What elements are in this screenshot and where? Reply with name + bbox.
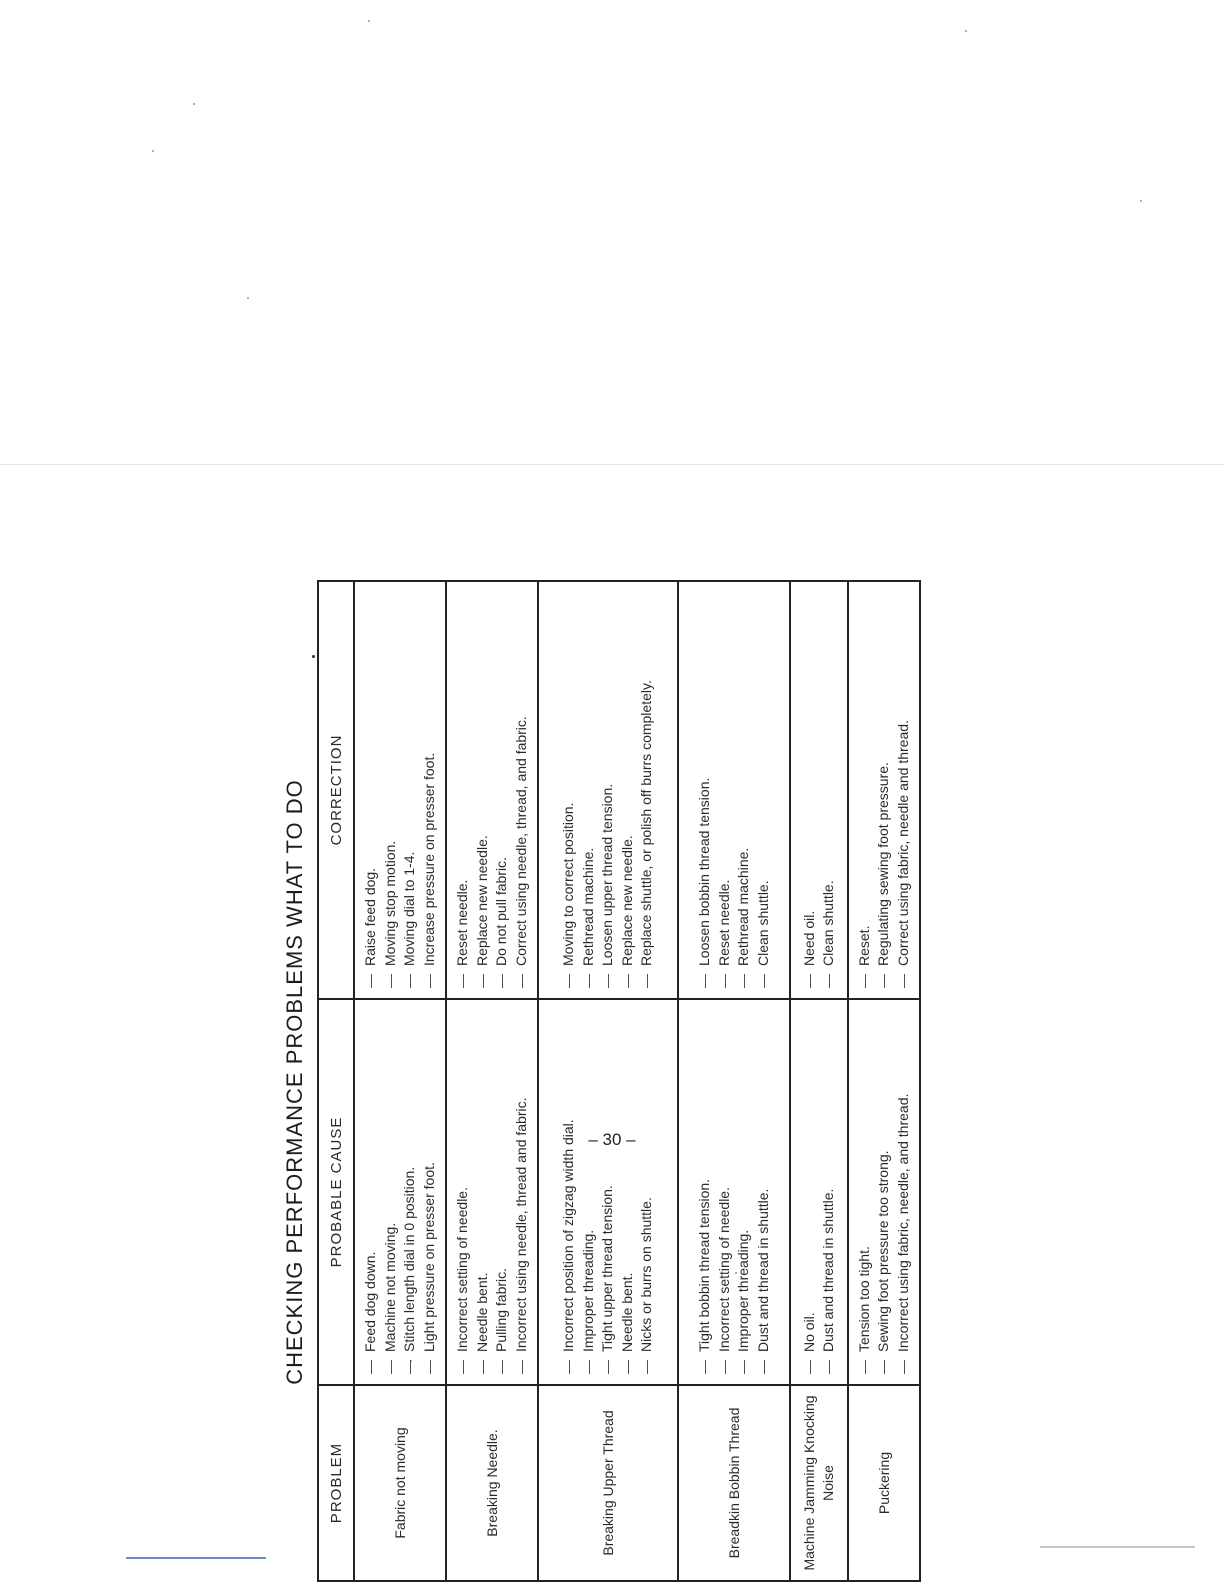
dash-bullet: — xyxy=(894,1360,911,1374)
correction-list xyxy=(361,592,439,988)
correction-cell xyxy=(678,581,790,999)
cause-item xyxy=(800,1010,820,1374)
correction-text: Do not pull fabric. xyxy=(493,857,509,966)
cause-text: Dust and thread in shuttle. xyxy=(820,1188,836,1352)
cause-item xyxy=(579,1010,599,1374)
correction-text: Increase pressure on presser foot. xyxy=(420,752,437,966)
correction-text: Correct using fabric, needle and thread. xyxy=(894,720,911,966)
table-row xyxy=(848,581,920,1581)
cause-cell xyxy=(678,999,790,1385)
dash-bullet: — xyxy=(493,1360,509,1374)
dash-bullet: — xyxy=(696,974,712,988)
table-row xyxy=(678,581,790,1581)
problem-cell: Breaking Upper Thread xyxy=(538,1385,678,1581)
cause-text: Tension too tight. xyxy=(855,1246,872,1352)
correction-item xyxy=(492,592,512,988)
correction-text: Rethread machine. xyxy=(579,847,596,966)
dash-bullet: — xyxy=(599,974,616,988)
header-correction: CORRECTION xyxy=(318,581,354,999)
cause-item xyxy=(381,1010,401,1374)
correction-text: Replace shuttle, or polish off burrs completely. xyxy=(638,680,655,966)
dash-bullet: — xyxy=(754,1360,771,1374)
problem-cell: Breaking Needle. xyxy=(446,1385,538,1581)
cause-text: Needle bent. xyxy=(618,1272,635,1352)
cause-item xyxy=(754,1010,774,1374)
cause-item xyxy=(420,1010,440,1374)
correction-text: Moving dial to 1-4. xyxy=(401,851,417,966)
table-row xyxy=(446,581,538,1581)
table-body xyxy=(354,581,920,1581)
correction-item xyxy=(361,592,381,988)
dash-bullet: — xyxy=(454,1360,470,1374)
problem-cell: Breadkin Bobbin Thread xyxy=(678,1385,790,1581)
correction-cell xyxy=(790,581,848,999)
header-probable-cause: PROBABLE CAUSE xyxy=(318,999,354,1385)
correction-item xyxy=(637,592,657,988)
cause-text: Incorrect setting of needle. xyxy=(454,1187,470,1352)
cause-item xyxy=(637,1010,657,1374)
dash-bullet: — xyxy=(381,1360,398,1374)
cause-text: Pulling fabric. xyxy=(493,1267,509,1352)
dash-bullet: — xyxy=(579,974,596,988)
dash-bullet: — xyxy=(894,974,911,988)
scan-speck xyxy=(1140,200,1142,202)
cause-list xyxy=(559,1010,657,1374)
dash-bullet: — xyxy=(754,974,771,988)
cause-text: Incorrect using fabric, needle, and thread. xyxy=(894,1093,911,1352)
correction-item xyxy=(420,592,440,988)
correction-item xyxy=(800,592,820,988)
cause-item xyxy=(874,1010,894,1374)
correction-text: Correct using needle, thread, and fabric. xyxy=(512,716,529,966)
correction-item xyxy=(598,592,618,988)
cause-text: Incorrect using needle, thread and fabric. xyxy=(512,1097,529,1352)
cause-item xyxy=(512,1010,532,1374)
dash-bullet: — xyxy=(599,1360,616,1374)
correction-text: Replace new needle. xyxy=(473,835,490,966)
dash-bullet: — xyxy=(715,974,732,988)
cause-list xyxy=(695,1010,773,1374)
correction-list xyxy=(695,592,773,988)
correction-cell xyxy=(446,581,538,999)
dash-bullet: — xyxy=(560,1360,577,1374)
dash-bullet: — xyxy=(820,974,836,988)
correction-text: Reset needle. xyxy=(454,879,470,966)
correction-text: Moving stop motion. xyxy=(381,840,398,966)
scan-edge-line xyxy=(1040,1546,1195,1548)
correction-item xyxy=(453,592,473,988)
cause-item xyxy=(598,1010,618,1374)
dash-bullet: — xyxy=(401,1360,417,1374)
cause-item xyxy=(559,1010,579,1374)
cause-text: Stitch length dial in 0 position. xyxy=(401,1166,417,1352)
cause-list xyxy=(361,1010,439,1374)
scan-speck xyxy=(965,30,967,32)
dash-bullet: — xyxy=(512,974,529,988)
dash-bullet: — xyxy=(638,974,655,988)
correction-cell xyxy=(848,581,920,999)
scan-edge-line xyxy=(126,1557,266,1559)
correction-item xyxy=(400,592,420,988)
cause-item xyxy=(715,1010,735,1374)
cause-text: Incorrect position of zigzag width dial. xyxy=(560,1119,577,1352)
dash-bullet: — xyxy=(493,974,509,988)
correction-list xyxy=(855,592,914,988)
correction-item xyxy=(855,592,875,988)
dash-bullet: — xyxy=(401,974,417,988)
dash-bullet: — xyxy=(473,974,490,988)
problem-cell: Puckering xyxy=(848,1385,920,1581)
correction-text: Loosen bobbin thread tension. xyxy=(696,777,712,966)
cause-text: Tight bobbin thread tension. xyxy=(696,1178,712,1352)
correction-list xyxy=(559,592,657,988)
dash-bullet: — xyxy=(638,1360,655,1374)
correction-text: Regulating sewing foot pressure. xyxy=(875,762,892,966)
correction-item xyxy=(734,592,754,988)
correction-text: Reset. xyxy=(855,925,872,966)
scan-speck xyxy=(247,297,249,299)
correction-text: Clean shuttle. xyxy=(754,880,771,966)
cause-item xyxy=(473,1010,493,1374)
correction-text: Need oil. xyxy=(800,910,817,966)
dash-bullet: — xyxy=(420,974,437,988)
cause-cell xyxy=(354,999,446,1385)
dash-bullet: — xyxy=(420,1360,437,1374)
cause-text: Sewing foot pressure too strong. xyxy=(875,1150,892,1352)
cause-text: Dust and thread in shuttle. xyxy=(754,1188,771,1352)
dash-bullet: — xyxy=(512,1360,529,1374)
dash-bullet: — xyxy=(735,974,751,988)
correction-item xyxy=(512,592,532,988)
cause-item xyxy=(734,1010,754,1374)
correction-text: Loosen upper thread tension. xyxy=(599,783,616,966)
cause-list xyxy=(453,1010,531,1374)
cause-text: Improper threading. xyxy=(735,1229,751,1352)
table-row xyxy=(354,581,446,1581)
correction-item xyxy=(894,592,914,988)
dash-bullet: — xyxy=(473,1360,490,1374)
problem-cell: Fabric not moving xyxy=(354,1385,446,1581)
correction-item xyxy=(381,592,401,988)
dash-bullet: — xyxy=(875,974,892,988)
dash-bullet: — xyxy=(579,1360,596,1374)
dash-bullet: — xyxy=(696,1360,712,1374)
dash-bullet: — xyxy=(381,974,398,988)
correction-item xyxy=(618,592,638,988)
cause-text: Nicks or burrs on shuttle. xyxy=(638,1197,655,1352)
correction-text: Raise feed dog. xyxy=(362,867,378,966)
cause-text: Feed dog down. xyxy=(362,1251,378,1352)
correction-item xyxy=(579,592,599,988)
correction-text: Rethread machine. xyxy=(735,847,751,966)
dash-bullet: — xyxy=(855,974,872,988)
dash-bullet: — xyxy=(735,1360,751,1374)
problem-cell: Machine Jamming Knocking Noise xyxy=(790,1385,848,1581)
cause-text: Light pressure on presser foot. xyxy=(420,1162,437,1352)
cause-item xyxy=(400,1010,420,1374)
correction-item xyxy=(695,592,715,988)
cause-cell xyxy=(446,999,538,1385)
cause-list xyxy=(800,1010,839,1374)
cause-item xyxy=(453,1010,473,1374)
cause-item xyxy=(492,1010,512,1374)
correction-cell xyxy=(538,581,678,999)
page-number: – 30 – xyxy=(588,1130,636,1149)
cause-cell xyxy=(790,999,848,1385)
cause-item xyxy=(819,1010,839,1374)
cause-text: Needle bent. xyxy=(473,1272,490,1352)
troubleshooting-table xyxy=(317,580,921,1582)
cause-text: Tight upper thread tension. xyxy=(599,1185,616,1352)
cause-item xyxy=(618,1010,638,1374)
table-row xyxy=(538,581,678,1581)
correction-item xyxy=(559,592,579,988)
dash-bullet: — xyxy=(875,1360,892,1374)
scan-line xyxy=(0,464,1224,465)
dash-bullet: — xyxy=(800,1360,817,1374)
dash-bullet: — xyxy=(855,1360,872,1374)
correction-item xyxy=(473,592,493,988)
correction-text: Clean shuttle. xyxy=(820,880,836,966)
correction-item xyxy=(874,592,894,988)
correction-item xyxy=(715,592,735,988)
dash-bullet: — xyxy=(618,974,635,988)
cause-cell xyxy=(538,999,678,1385)
dash-bullet: — xyxy=(800,974,817,988)
cause-text: Improper threading. xyxy=(579,1229,596,1352)
header-problem: PROBLEM xyxy=(318,1385,354,1581)
dash-bullet: — xyxy=(362,1360,378,1374)
correction-list xyxy=(453,592,531,988)
dash-bullet: — xyxy=(618,1360,635,1374)
cause-text: No oil. xyxy=(800,1312,817,1352)
page-title: CHECKING PERFORMANCE PROBLEMS WHAT TO DO xyxy=(282,779,307,1385)
correction-cell xyxy=(354,581,446,999)
table-header-row xyxy=(318,581,354,1581)
scan-speck xyxy=(152,150,154,152)
dash-bullet: — xyxy=(454,974,470,988)
scan-speck xyxy=(368,20,370,22)
cause-list xyxy=(855,1010,914,1374)
cause-cell xyxy=(848,999,920,1385)
correction-text: Replace new needle. xyxy=(618,835,635,966)
dash-bullet: — xyxy=(715,1360,732,1374)
correction-item xyxy=(754,592,774,988)
cause-item xyxy=(894,1010,914,1374)
cause-item xyxy=(361,1010,381,1374)
dash-bullet: — xyxy=(560,974,577,988)
correction-text: Moving to correct position. xyxy=(560,802,577,966)
scan-speck xyxy=(193,103,195,105)
correction-list xyxy=(800,592,839,988)
table-row xyxy=(790,581,848,1581)
cause-text: Machine not moving. xyxy=(381,1222,398,1352)
cause-text: Incorrect setting of needle. xyxy=(715,1187,732,1352)
cause-item xyxy=(855,1010,875,1374)
rotated-page-content xyxy=(275,582,915,1582)
correction-text: Reset needle. xyxy=(715,879,732,966)
cause-item xyxy=(695,1010,715,1374)
dash-bullet: — xyxy=(362,974,378,988)
dash-bullet: — xyxy=(820,1360,836,1374)
correction-item xyxy=(819,592,839,988)
